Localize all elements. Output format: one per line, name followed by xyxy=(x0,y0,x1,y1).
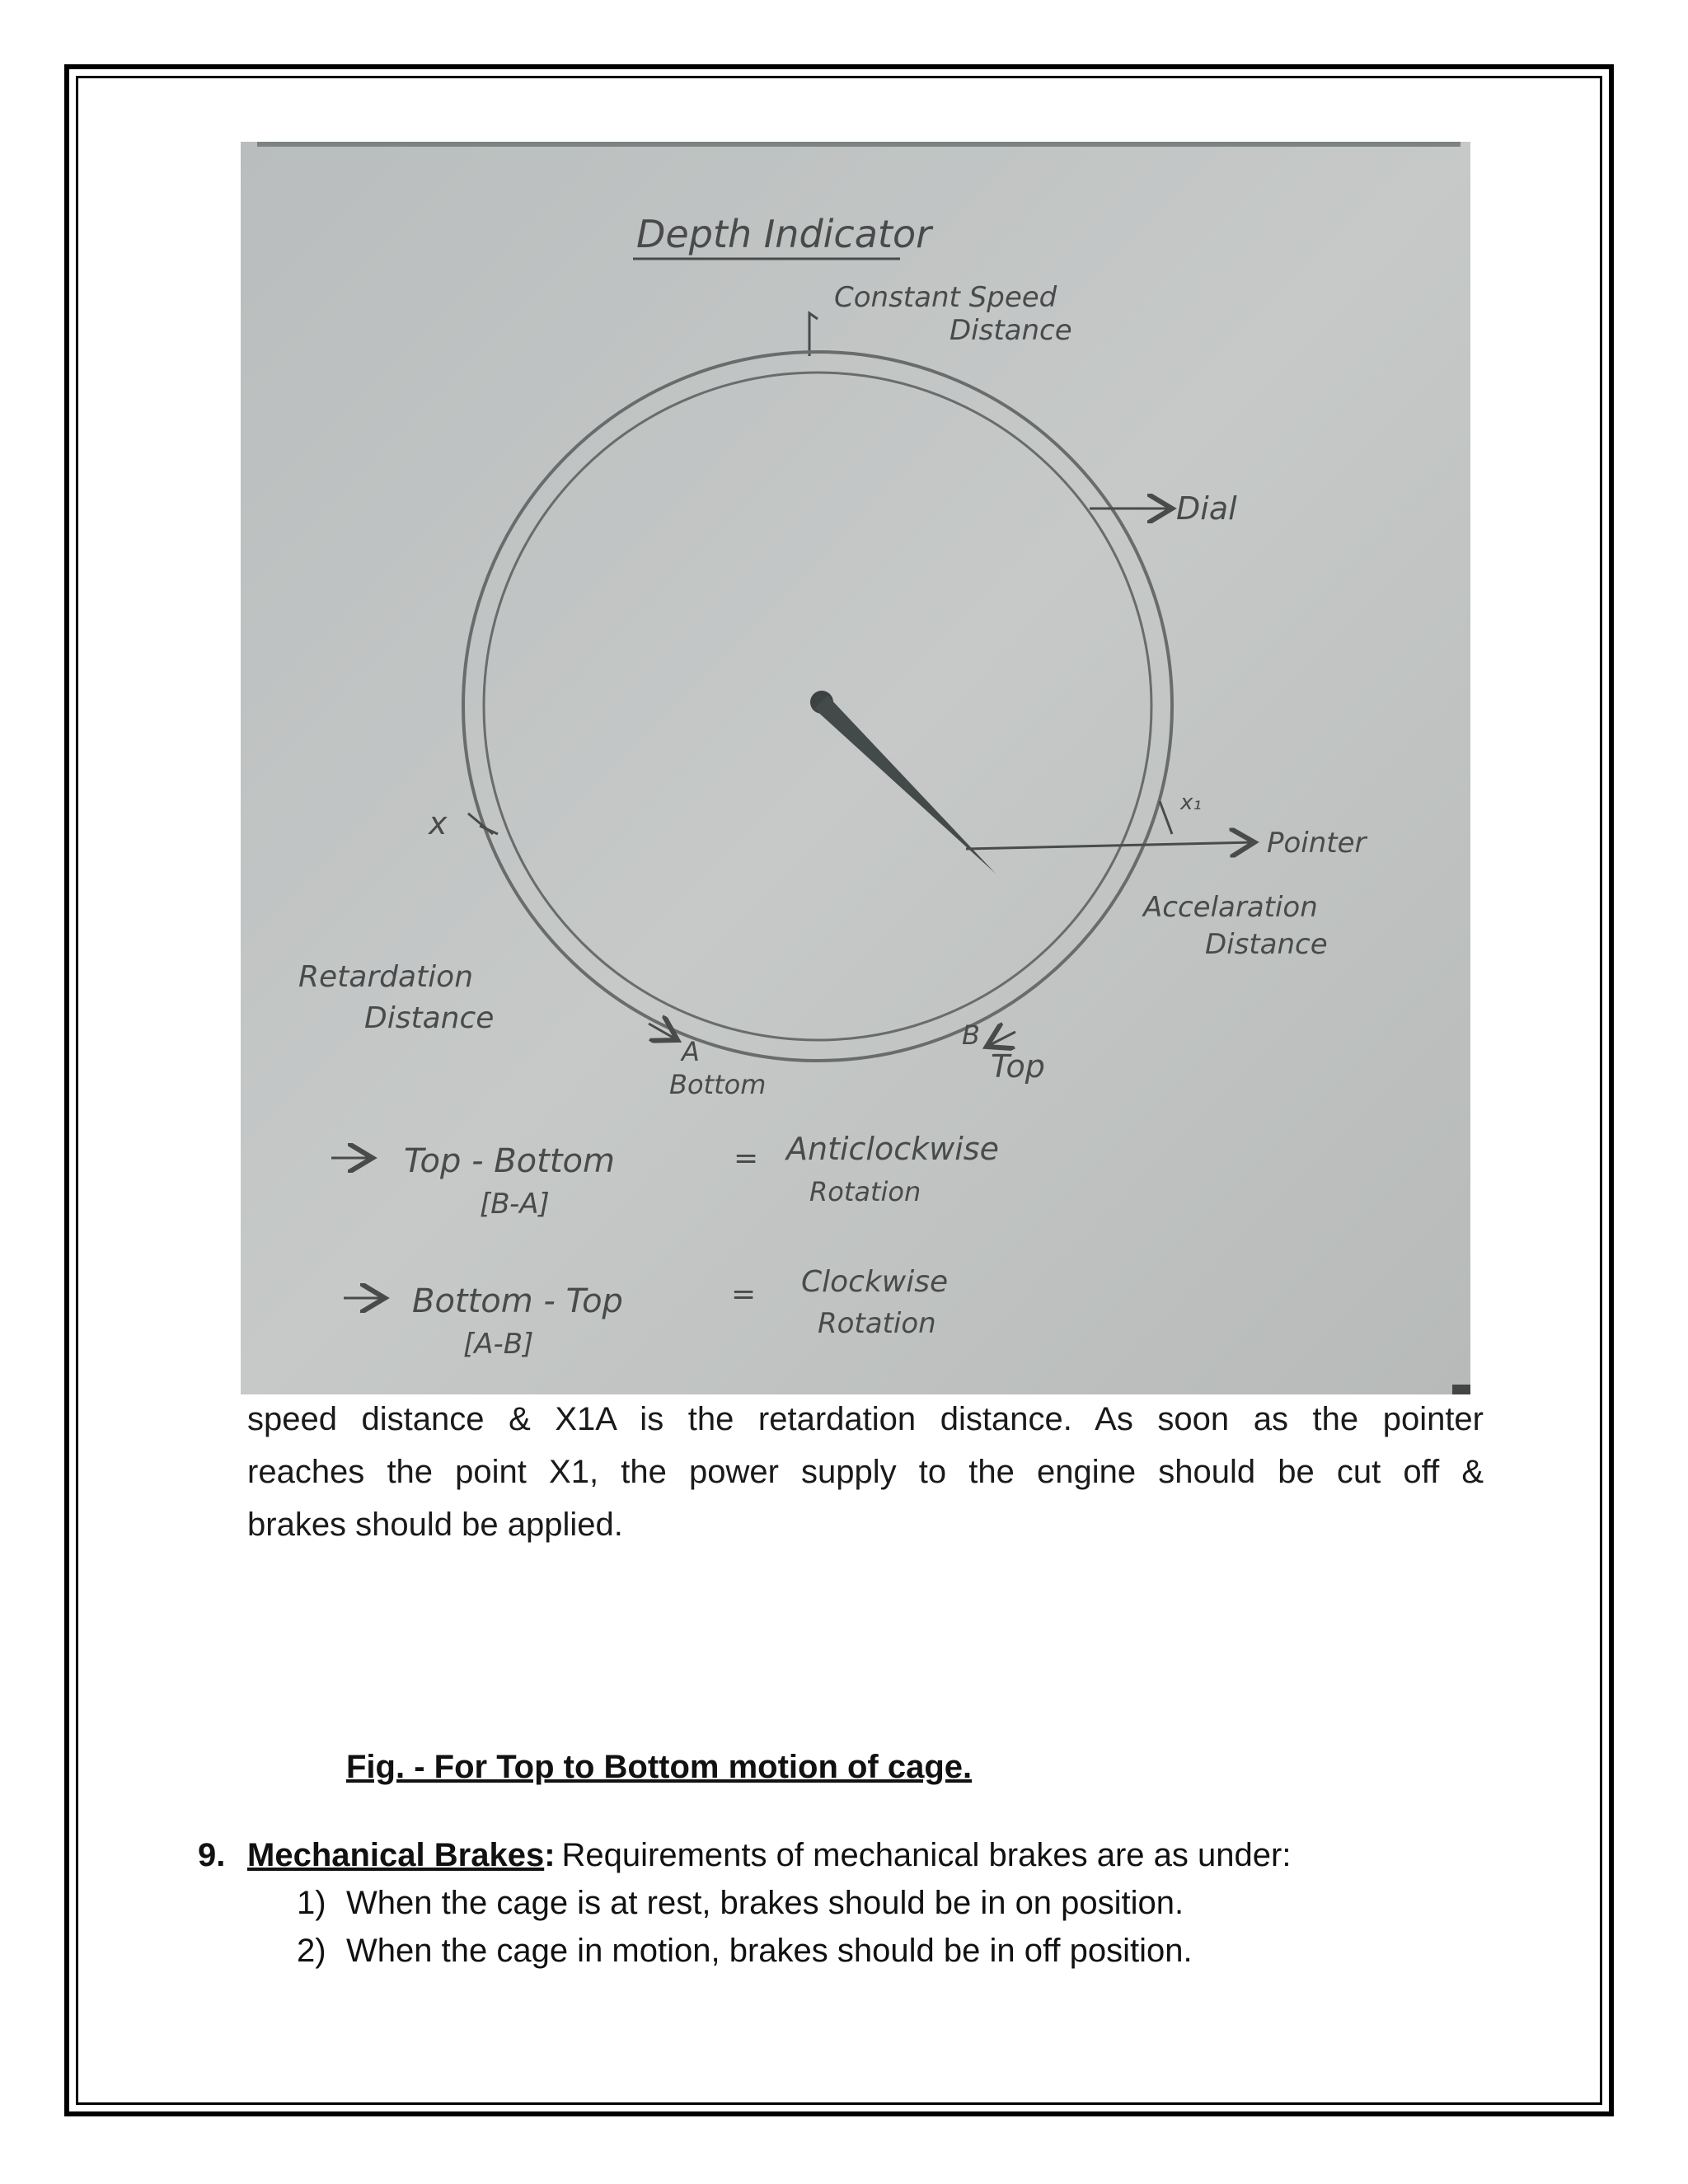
note-1-lhs-sub: [B-A] xyxy=(480,1188,550,1221)
paragraph-line: reaches the point X1, the power supply to the engine should be cut off & xyxy=(247,1454,1484,1490)
body-paragraph xyxy=(247,1393,1484,1551)
dial-label: Dial xyxy=(1176,490,1237,527)
constant-speed-label-2: Distance xyxy=(950,314,1072,347)
list-item-text: When the cage in motion, brakes should be in off position. xyxy=(346,1933,1193,1969)
a-label: A xyxy=(682,1036,700,1067)
note-1-rhs: Anticlockwise xyxy=(786,1131,999,1167)
list-item xyxy=(297,1927,1517,1975)
figure-title: Depth Indicator xyxy=(636,212,932,256)
list-item-number: 1) xyxy=(297,1885,326,1921)
retardation-label-2: Distance xyxy=(364,1001,495,1035)
section-intro: Requirements of mechanical brakes are as under: xyxy=(561,1837,1292,1873)
section-title: Mechanical Brakes xyxy=(247,1837,545,1873)
pointer-label: Pointer xyxy=(1267,827,1367,860)
top-label: Top xyxy=(991,1048,1045,1085)
note-2-lhs: Bottom - Top xyxy=(412,1282,623,1320)
section-mechanical-brakes xyxy=(198,1831,1517,1975)
note-1-lhs: Top - Bottom xyxy=(404,1142,615,1180)
note-2-lhs-sub: [A-B] xyxy=(463,1328,534,1361)
paragraph-line: brakes should be applied. xyxy=(247,1507,623,1543)
x1-label: x₁ xyxy=(1180,790,1202,815)
note-1-rhs-sub: Rotation xyxy=(809,1176,921,1207)
note-2-rhs-sub: Rotation xyxy=(818,1307,936,1340)
list-item-text: When the cage is at rest, brakes should be in on position. xyxy=(346,1885,1184,1921)
section-number: 9. xyxy=(198,1837,226,1873)
paragraph-line: speed distance & X1A is the retardation distance. As soon as the pointer xyxy=(247,1401,1484,1437)
list-item-number: 2) xyxy=(297,1933,326,1969)
x-label: x xyxy=(429,805,448,841)
b-label: B xyxy=(962,1019,980,1051)
constant-speed-label: Constant Speed xyxy=(834,281,1057,314)
bottom-label: Bottom xyxy=(669,1069,767,1100)
list-item xyxy=(297,1879,1517,1927)
note-2-eq: = xyxy=(731,1277,757,1311)
figure-caption: Fig. - For Top to Bottom motion of cage. xyxy=(346,1749,973,1785)
section-colon: : xyxy=(544,1837,556,1873)
depth-indicator-photo xyxy=(241,142,1470,1394)
note-1-eq: = xyxy=(734,1141,759,1175)
requirements-list xyxy=(297,1879,1517,1975)
note-2-rhs: Clockwise xyxy=(801,1265,949,1299)
acceleration-label-2: Distance xyxy=(1205,928,1328,961)
retardation-label: Retardation xyxy=(298,960,474,994)
acceleration-label: Accelaration xyxy=(1143,891,1318,924)
